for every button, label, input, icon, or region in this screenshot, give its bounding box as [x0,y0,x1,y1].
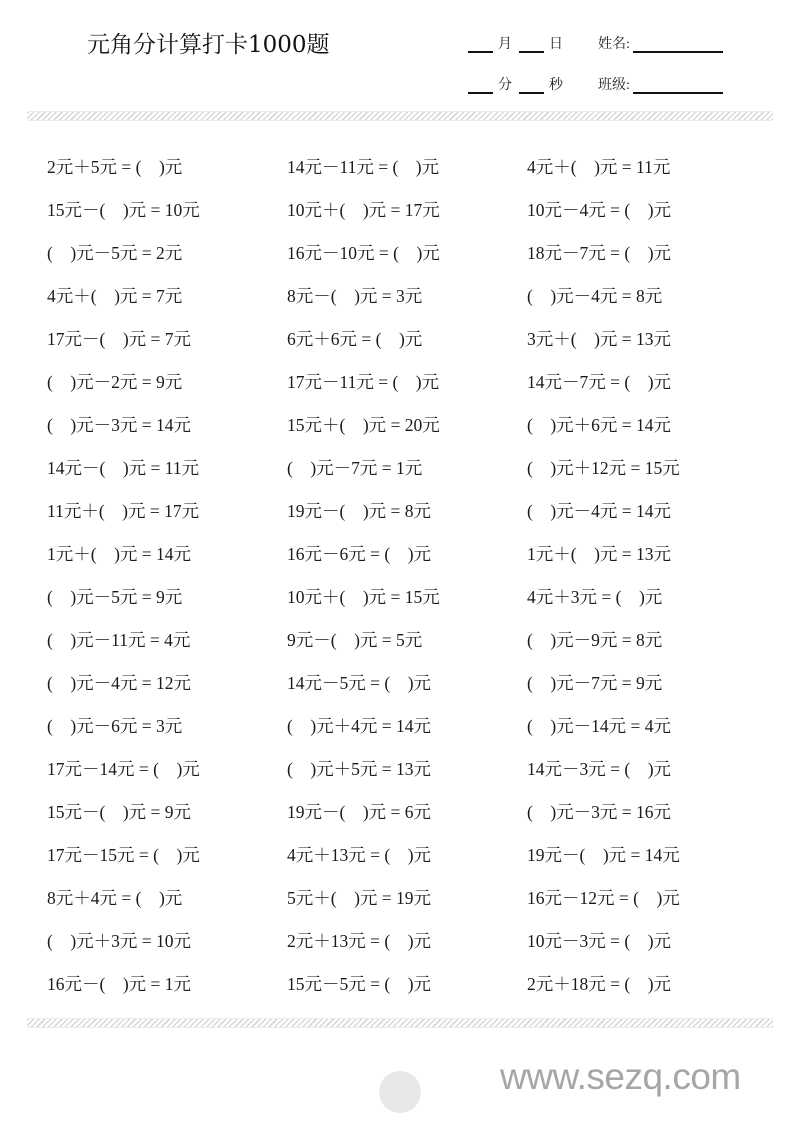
problem-item: 2元＋13元 = ( )元 [287,931,432,951]
problem-item: 6元＋6元 = ( )元 [287,329,423,349]
problem-item: 4元＋13元 = ( )元 [287,845,432,865]
problem-item: ( )元－4元 = 8元 [527,286,663,306]
problem-item: 2元＋18元 = ( )元 [527,974,672,994]
problem-item: 1元＋( )元 = 14元 [47,544,192,564]
problem-item: 15元＋( )元 = 20元 [287,415,440,435]
problem-item: 11元＋( )元 = 17元 [47,501,200,521]
top-divider [27,111,773,121]
problem-item: ( )元－7元 = 1元 [287,458,423,478]
date-fields [468,33,723,53]
problem-item: 4元＋( )元 = 11元 [527,157,671,177]
problem-item: 1元＋( )元 = 13元 [527,544,672,564]
month-blank[interactable] [468,40,493,53]
problem-item: 14元－11元 = ( )元 [287,157,440,177]
problem-item: 19元－( )元 = 6元 [287,802,432,822]
problem-item: 5元＋( )元 = 19元 [287,888,432,908]
problem-item: 17元－15元 = ( )元 [47,845,200,865]
problem-item: ( )元－7元 = 9元 [527,673,663,693]
day-blank[interactable] [519,40,544,53]
problem-item: 19元－( )元 = 14元 [527,845,680,865]
problem-item: 19元－( )元 = 8元 [287,501,432,521]
problem-item: 14元－( )元 = 11元 [47,458,200,478]
problem-item: ( )元－5元 = 9元 [47,587,183,607]
problem-item: 16元－12元 = ( )元 [527,888,680,908]
problem-item: 17元－11元 = ( )元 [287,372,440,392]
problem-item: 18元－7元 = ( )元 [527,243,672,263]
problem-item: 10元－4元 = ( )元 [527,200,672,220]
problem-item: 15元－( )元 = 10元 [47,200,200,220]
problem-item: 4元＋( )元 = 7元 [47,286,183,306]
problem-item: 16元－6元 = ( )元 [287,544,432,564]
time-fields [468,74,723,94]
watermark: www.sezq.com [500,1056,741,1097]
problem-item: ( )元－2元 = 9元 [47,372,183,392]
bottom-divider [27,1018,773,1028]
problem-item: ( )元－14元 = 4元 [527,716,672,736]
problem-item: 14元－3元 = ( )元 [527,759,672,779]
problem-item: 14元－5元 = ( )元 [287,673,432,693]
second-blank[interactable] [519,81,544,94]
problem-item: ( )元＋6元 = 14元 [527,415,672,435]
problem-item: ( )元－5元 = 2元 [47,243,183,263]
problem-item: 10元＋( )元 = 15元 [287,587,440,607]
problem-item: ( )元＋4元 = 14元 [287,716,432,736]
problem-item: 16元－10元 = ( )元 [287,243,440,263]
problem-item: ( )元－3元 = 16元 [527,802,672,822]
minute-label: 分 [498,78,512,93]
problem-item: 16元－( )元 = 1元 [47,974,192,994]
minute-blank[interactable] [468,81,493,94]
problem-item: ( )元＋5元 = 13元 [287,759,432,779]
problem-item: ( )元－9元 = 8元 [527,630,663,650]
class-label: 班级: [598,78,630,93]
class-blank[interactable] [633,81,723,94]
problem-item: ( )元＋12元 = 15元 [527,458,680,478]
problem-item: 8元＋4元 = ( )元 [47,888,183,908]
problem-item: ( )元－4元 = 12元 [47,673,192,693]
problem-item: 15元－( )元 = 9元 [47,802,192,822]
problem-item: 2元＋5元 = ( )元 [47,157,183,177]
problem-item: ( )元－11元 = 4元 [47,630,191,650]
problem-item: 9元－( )元 = 5元 [287,630,423,650]
problem-item: ( )元－3元 = 14元 [47,415,192,435]
problem-item: 8元－( )元 = 3元 [287,286,423,306]
problem-item: 3元＋( )元 = 13元 [527,329,672,349]
month-label: 月 [498,37,512,52]
name-label: 姓名: [598,37,630,52]
name-blank[interactable] [633,40,723,53]
page-title: 元角分计算打卡1000题 [87,32,330,58]
problem-item: ( )元－6元 = 3元 [47,716,183,736]
problem-item: ( )元＋3元 = 10元 [47,931,192,951]
problem-item: ( )元－4元 = 14元 [527,501,672,521]
footer-circle-icon [379,1071,421,1113]
second-label: 秒 [549,78,563,93]
problem-item: 17元－14元 = ( )元 [47,759,200,779]
problem-item: 15元－5元 = ( )元 [287,974,432,994]
problem-item: 4元＋3元 = ( )元 [527,587,663,607]
problem-item: 14元－7元 = ( )元 [527,372,672,392]
problem-item: 10元－3元 = ( )元 [527,931,672,951]
problem-item: 17元－( )元 = 7元 [47,329,192,349]
day-label: 日 [549,37,563,52]
problem-item: 10元＋( )元 = 17元 [287,200,440,220]
